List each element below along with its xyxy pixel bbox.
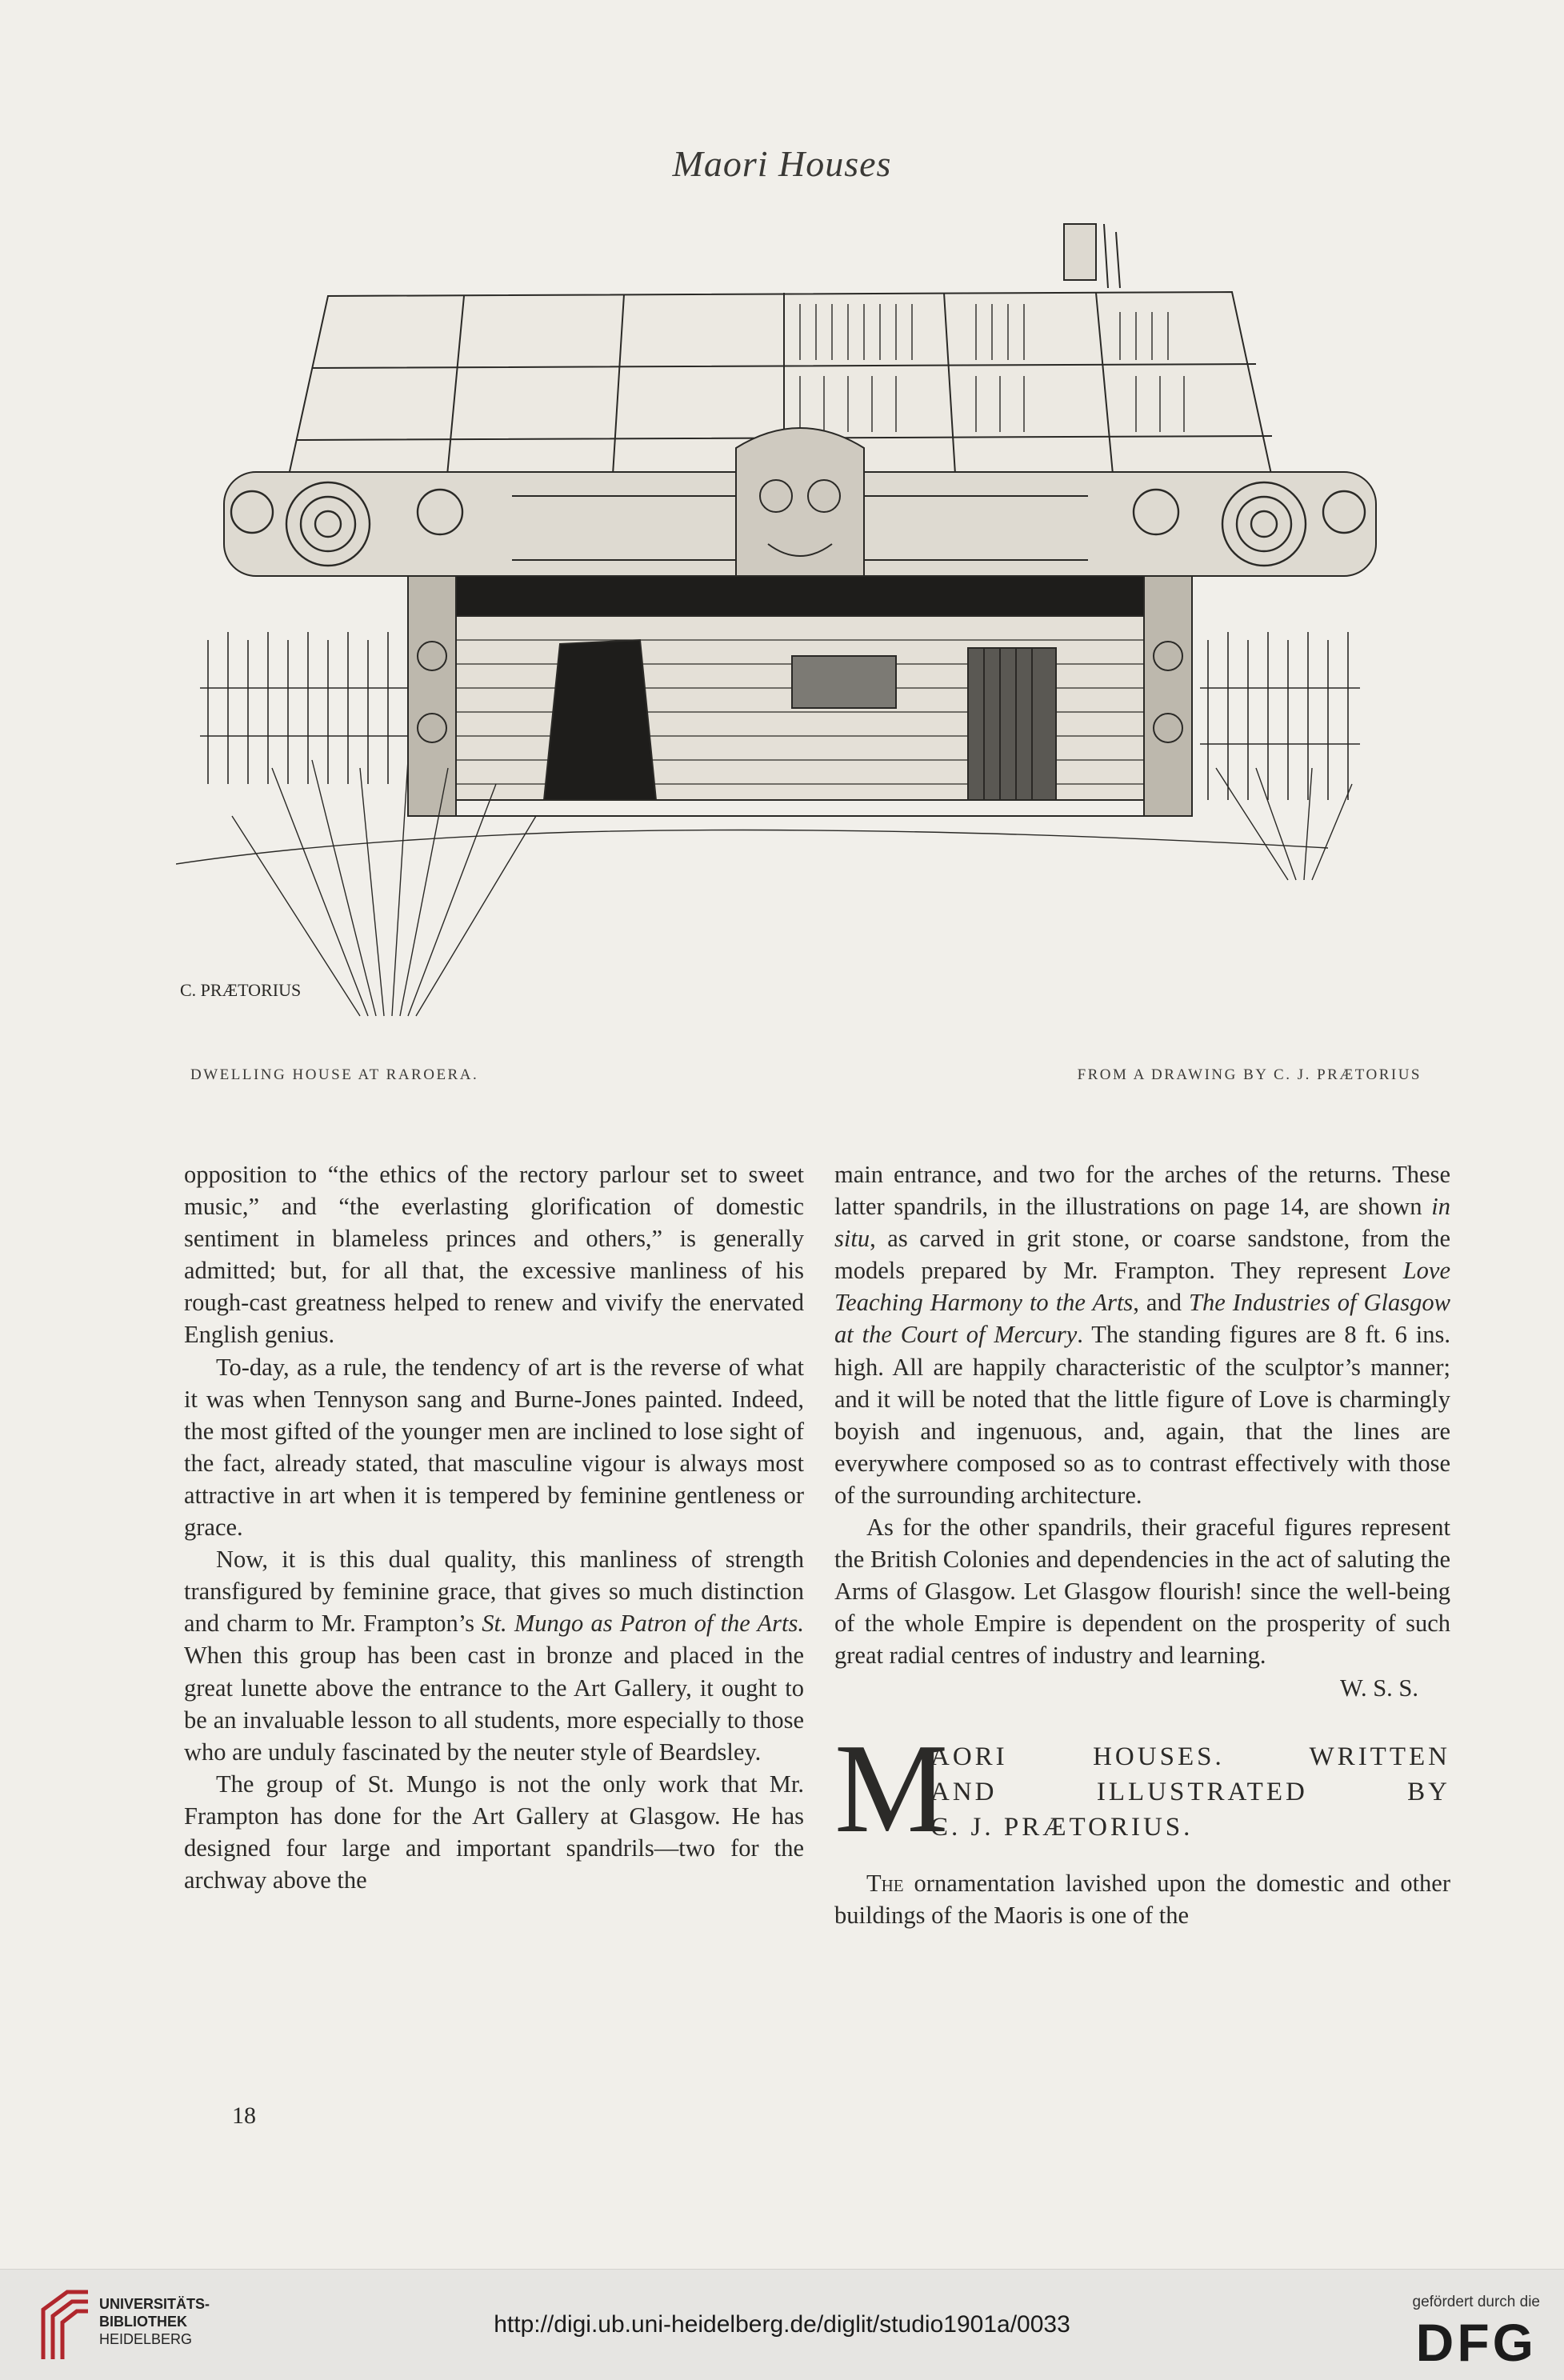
paragraph: To-day, as a rule, the tendency of art is the reverse of what it was when Tennyson sang and Burne-Jones painted. Indeed, the most gifted of the younger men are inclined to lose sight of the fact, already stated, that masculine vigour is always most attractive in art when it is tempered by feminine gentleness or grace. — [184, 1353, 804, 1542]
heading-line: C. J. PRÆTORIUS. — [930, 1812, 1194, 1842]
paragraph: opposition to “the ethics of the rectory parlour set to sweet music,” and “the everlasting glorification of domestic sentiment in blameless princes and others,” is generally admitted; but, for all that, the excessive manliness of his rough-cast greatness helped to renew and vivify the enervated English genius. — [184, 1161, 804, 1349]
text-column-left — [184, 1158, 804, 1896]
house-drawing — [176, 208, 1424, 1048]
illustration-maori-house — [176, 208, 1424, 1048]
page-number: 18 — [232, 2102, 256, 2129]
viewer-footer — [0, 2269, 1564, 2380]
paragraph: The ornamentation lavished upon the domestic and other buildings of the Maoris is one of the — [834, 1869, 1450, 1929]
text-column-right — [834, 1158, 1450, 1931]
drop-cap: M — [834, 1716, 949, 1859]
paragraph: main entrance, and two for the arches of the returns. These latter spandrils, in the illustrations on page 14, are shown in situ, as carved in grit stone, or coarse sandstone, from the models prepared by Mr. Frampton. They represent Love Teaching Harmony to the Arts, and The Industries of Glasgow at the Court of Mercury. The standing figures are 8 ft. 6 ins. high. All are happily characteristic of the sculptor’s manner; and it will be noted that the little figure of Love is charmingly boyish and ingenuous, and, again, that the lines are everywhere composed so as to contrast effectively with those of the surrounding architecture. — [834, 1161, 1450, 1509]
permalink-url[interactable]: http://digi.ub.uni-heidelberg.de/diglit/studio1901a/0033 — [494, 2311, 1070, 2338]
library-name: UNIVERSITÄTS- BIBLIOTHEK HEIDELBERG — [99, 2296, 210, 2347]
artist-signature: C. PRÆTORIUS — [180, 980, 302, 1000]
funding-note: gefördert durch die — [1412, 2294, 1540, 2310]
heading-line: AORI HOUSES. WRITTEN — [930, 1742, 1450, 1771]
paragraph: Now, it is this dual quality, this manliness of strength transfigured by feminine grace, that gives so much distinction and charm to Mr. Frampton’s St. Mungo as Patron of the Arts. When this group has been cast in bronze and placed in the great lunette above the entrance to the Art Gallery, it ought to be an invaluable lesson to all students, more especially to those who are unduly fascinated by the neuter style of Beardsley. — [184, 1546, 804, 1766]
author-initials: W. S. S. — [1339, 1674, 1418, 1702]
article-heading — [834, 1716, 1450, 1859]
heading-line: AND ILLUSTRATED BY — [930, 1777, 1450, 1806]
paragraph: As for the other spandrils, their graceful figures represent the British Colonies and dependencies in the act of saluting the Arms of Glasgow. Let Glasgow flourish! since the well-being of the whole Empire is dependent on the prosperity of such great radial centres of industry and learning. — [834, 1514, 1450, 1670]
running-head: Maori Houses — [672, 143, 892, 184]
caption-right: FROM A DRAWING BY C. J. PRÆTORIUS — [1077, 1066, 1422, 1083]
paragraph: The group of St. Mungo is not the only work that Mr. Frampton has done for the Art Gallery at Glasgow. He has designed four large and important spandrils—two for the archway above the — [184, 1770, 804, 1894]
caption-left: DWELLING HOUSE AT RAROERA. — [190, 1066, 479, 1083]
dfg-logo: DFG — [1415, 2313, 1537, 2372]
